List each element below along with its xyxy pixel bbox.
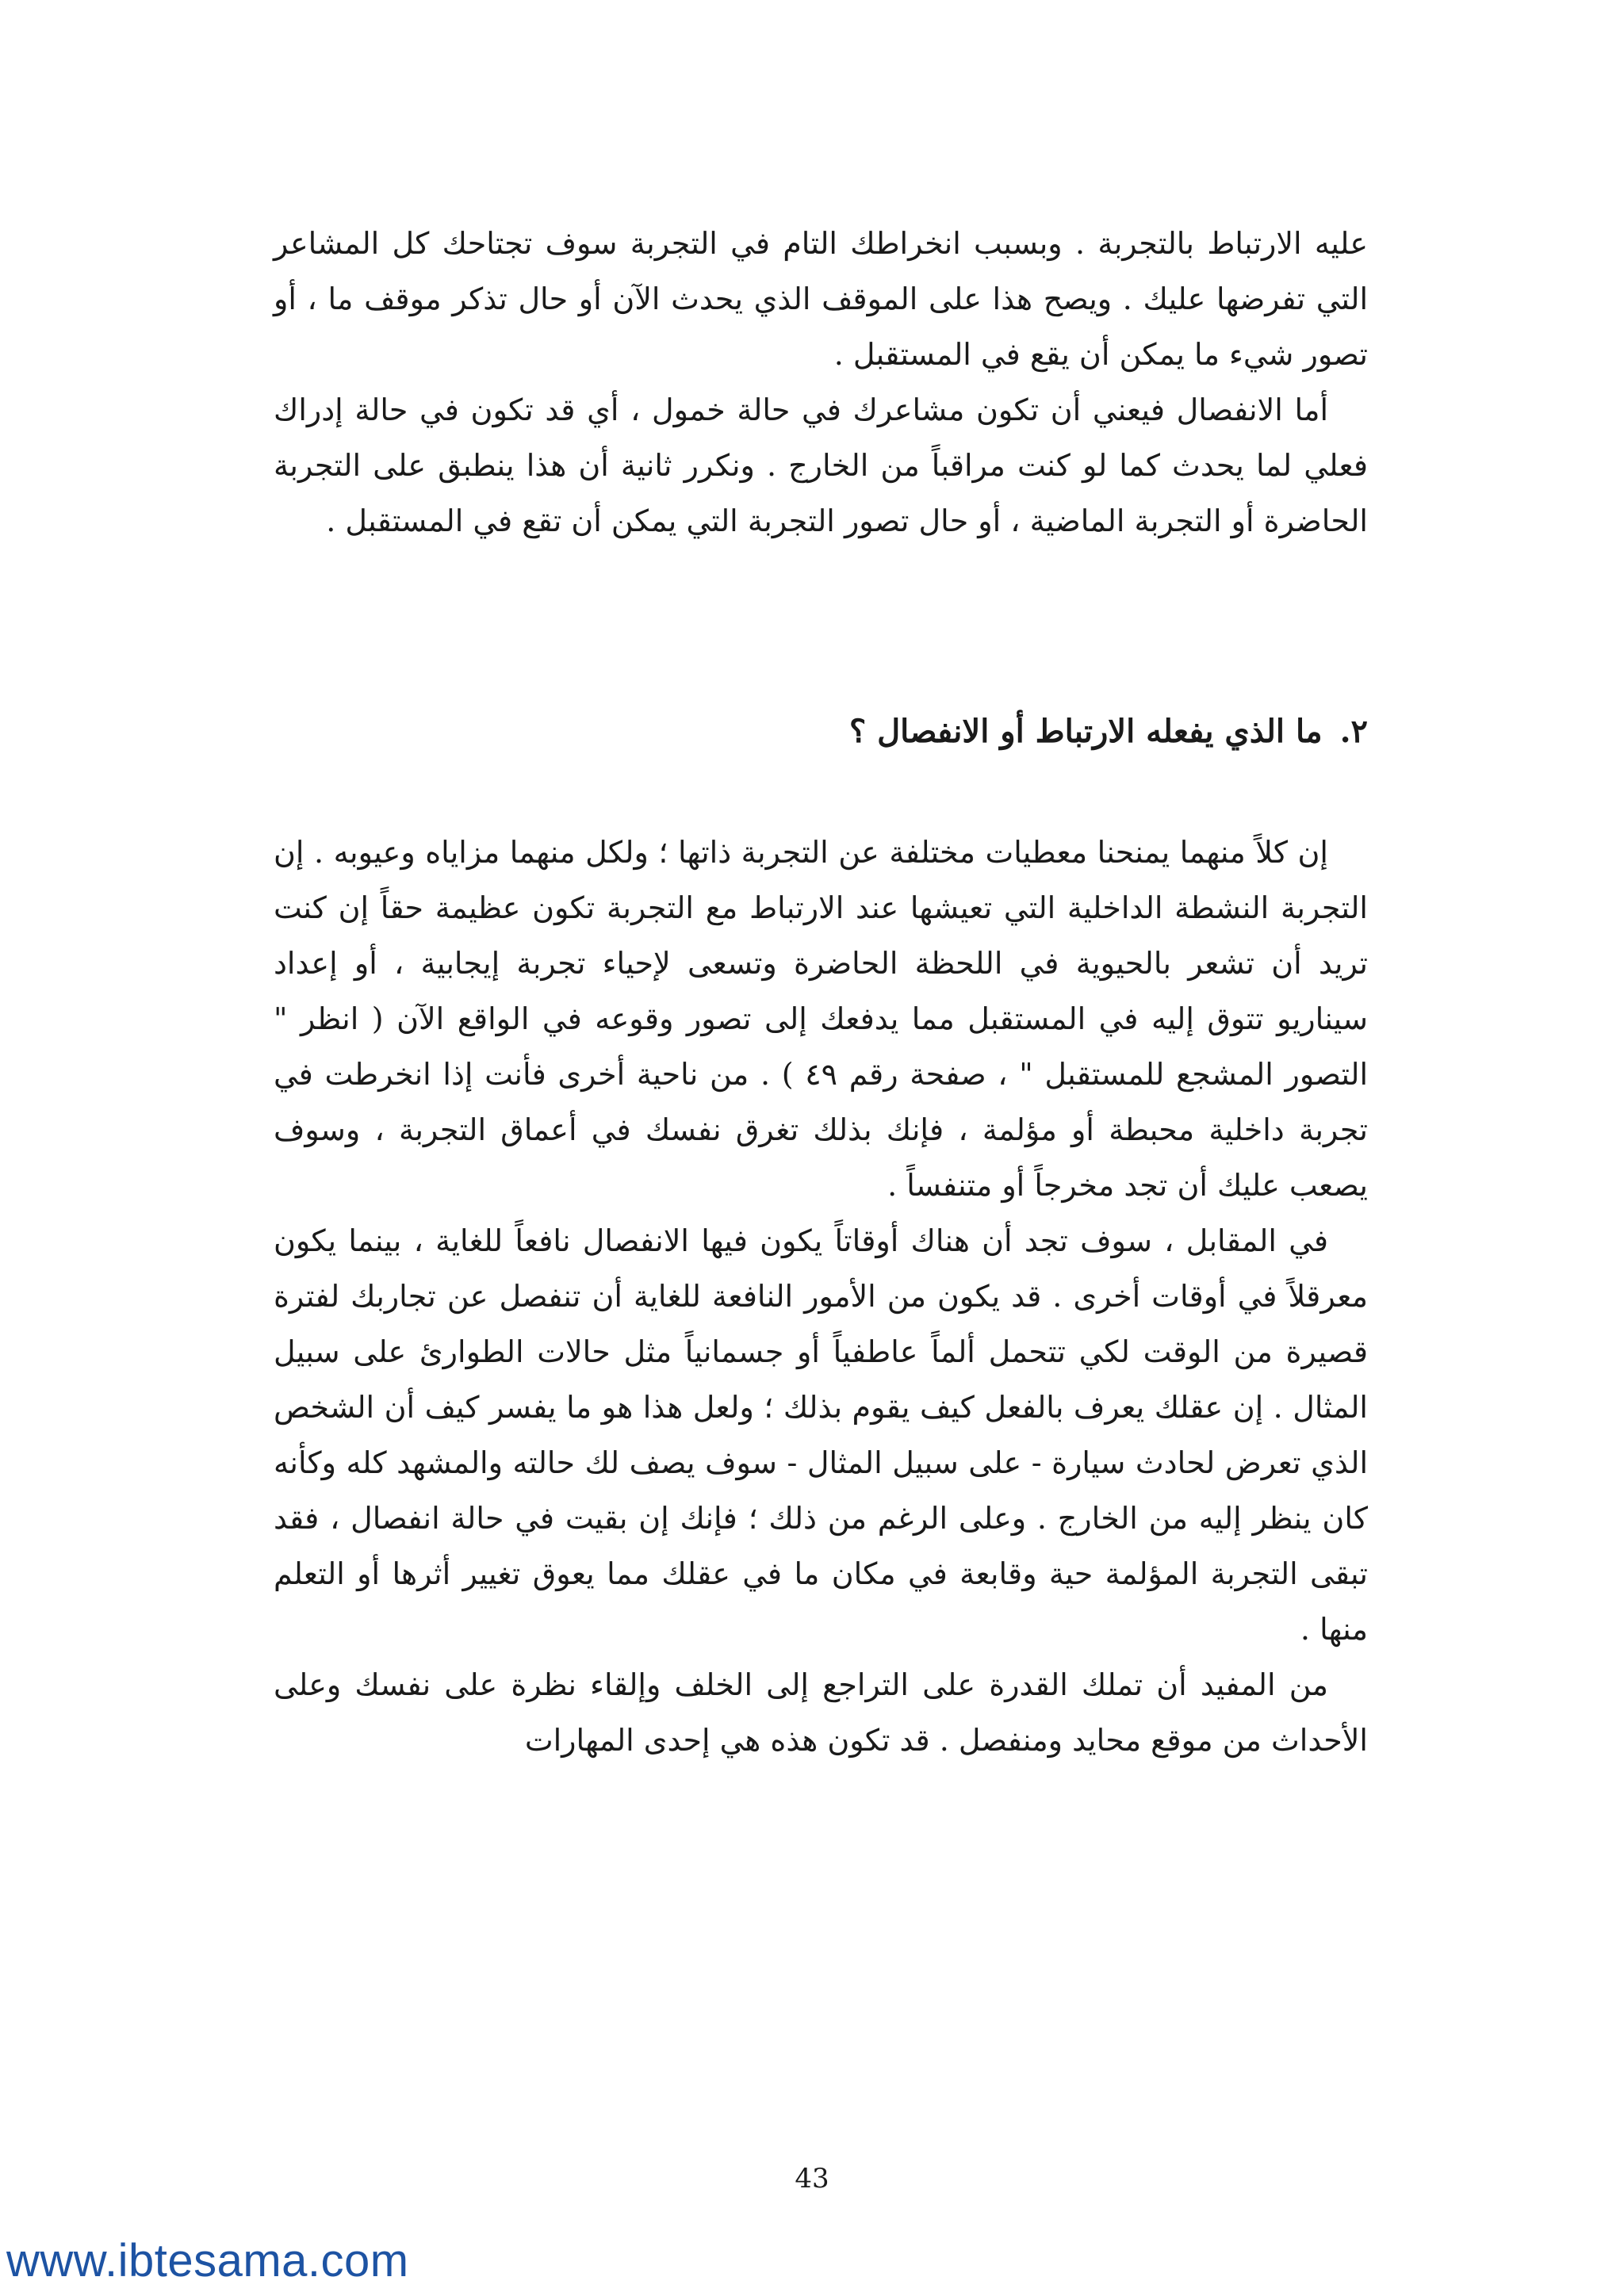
section-heading [274, 704, 1368, 760]
paragraph: أما الانفصال فيعني أن تكون مشاعرك في حالة خمول ، أي قد تكون في حالة إدراك فعلي لما يحدث كما لو كنت مراقباً من الخارج . ونكرر ثانية أن هذا ينطبق على التجربة الحاضرة أو التجربة الماضية ، أو حال تصور التجربة التي يمكن أن تقع في المستقبل . [274, 392, 1368, 538]
section-number: ٢. [1339, 713, 1368, 750]
body-text-top [274, 216, 1368, 549]
website-watermark: www.ibtesama.com [6, 2235, 409, 2286]
paragraph: من المفيد أن تملك القدرة على التراجع إلى الخلف وإلقاء نظرة على نفسك وعلى الأحداث من موقع محايد ومنفصل . قد تكون هذه هي إحدى المهارات [274, 1667, 1368, 1758]
paragraph: عليه الارتباط بالتجربة . وبسبب انخراطك التام في التجربة سوف تجتاحك كل المشاعر التي تفرضها عليك . ويصح هذا على الموقف الذي يحدث الآن أو حال تذكر موقف ما ، أو تصور شيء ما يمكن أن يقع في المستقبل . [274, 226, 1368, 372]
paragraph: إن كلاً منهما يمنحنا معطيات مختلفة عن التجربة ذاتها ؛ ولكل منهما مزاياه وعيوبه . إن التجربة النشطة الداخلية التي تعيشها عند الارتباط مع التجربة تكون عظيمة حقاً إن كنت تريد أن تشعر بالحيوية في اللحظة الحاضرة وتسعى لإحياء تجربة إيجابية ، أو إعداد سيناريو تتوق إليه في المستقبل مما يدفعك إلى تصور وقوعه في الواقع الآن ( انظر " التصور المشجع للمستقبل " ، صفحة رقم ٤٩ ) . من ناحية أخرى فأنت إذا انخرطت في تجربة داخلية محبطة أو مؤلمة ، فإنك بذلك تغرق نفسك في أعماق التجربة ، وسوف يصعب عليك أن تجد مخرجاً أو متنفساً . [274, 835, 1369, 1203]
section-title: ما الذي يفعله الارتباط أو الانفصال ؟ [848, 713, 1323, 750]
page-number: 43 [795, 2163, 829, 2195]
paragraph: في المقابل ، سوف تجد أن هناك أوقاتاً يكون فيها الانفصال نافعاً للغاية ، بينما يكون معرقلاً في أوقات أخرى . قد يكون من الأمور النافعة للغاية أن تنفصل عن تجاربك لفترة قصيرة من الوقت لكي تتحمل ألماً عاطفياً أو جسمانياً مثل حالات الطوارئ على سبيل المثال . إن عقلك يعرف بالفعل كيف يقوم بذلك ؛ ولعل هذا هو ما يفسر كيف أن الشخص الذي تعرض لحادث سيارة - على سبيل المثال - سوف يصف لك حالته والمشهد كله وكأنه كان ينظر إليه من الخارج . وعلى الرغم من ذلك ؛ فإنك إن بقيت في حالة انفصال ، فقد تبقى التجربة المؤلمة حية وقابعة في مكان ما في عقلك مما يعوق تغيير أثرها أو التعلم منها . [274, 1223, 1368, 1647]
body-text-bottom [274, 825, 1368, 1768]
